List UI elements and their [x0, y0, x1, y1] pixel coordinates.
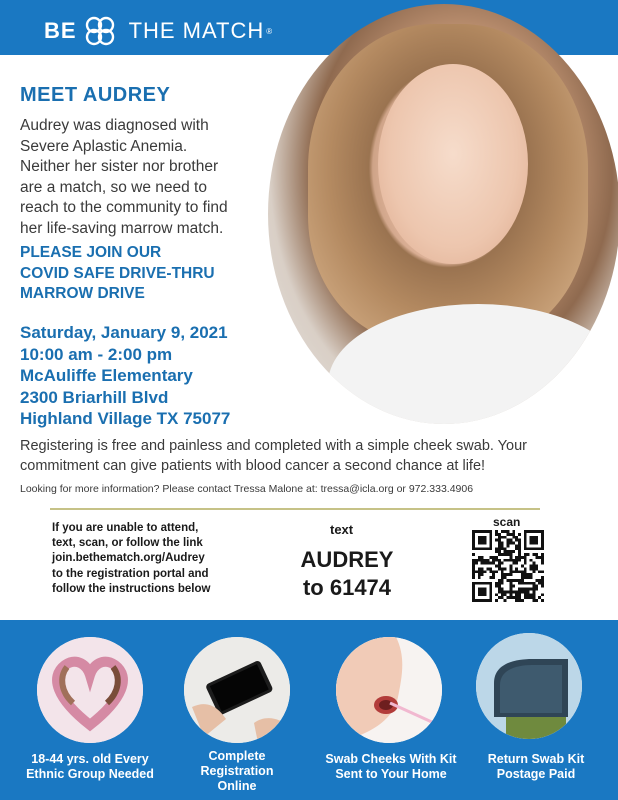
event-details	[20, 322, 230, 430]
mailbox-icon	[476, 633, 582, 739]
event-city: Highland Village TX 75077	[20, 409, 231, 428]
contact-info: Looking for more information? Please contact Tressa Malone at: tressa@icla.org or 972.333.4906	[20, 483, 474, 495]
step-caption-eligibility: 18-44 yrs. old Every Ethnic Group Needed	[26, 752, 154, 781]
unable-to-attend-text: If you are unable to attend, text, scan, or follow the link join.bethematch.org/Audrey to the registration portal and follow the instructions below	[52, 521, 252, 597]
step-phone-image	[184, 637, 290, 743]
logo-the-match: THE MATCH	[128, 18, 265, 43]
step-diverse-hands-image	[37, 637, 143, 743]
event-street: 2300 Briarhill Blvd	[20, 387, 169, 407]
divider	[50, 508, 540, 510]
logo-emblem-icon	[83, 14, 117, 48]
logo-be: BE	[44, 18, 77, 43]
cheek-swab-icon	[336, 637, 442, 743]
phone-icon	[184, 637, 290, 743]
intro-text: Audrey was diagnosed with Severe Aplastic Anemia. Neither her sister nor brother are a match, so we need to reach to the community to find her life-saving marrow match.	[20, 117, 228, 237]
registering-text: Registering is free and painless and completed with a simple cheek swab. Your commitment can give patients with blood cancer a second chance at life!	[20, 438, 527, 474]
heart-hands-icon	[37, 637, 143, 743]
event-time: 10:00 am - 2:00 pm	[20, 344, 173, 364]
registration-link[interactable]: join.bethematch.org/Audrey	[52, 552, 205, 565]
event-date: Saturday, January 9, 2021	[20, 323, 228, 342]
step-caption-register: Complete Registration Online	[200, 749, 274, 793]
join-drive-heading: PLEASE JOIN OUR COVID SAFE DRIVE-THRU MARROW DRIVE	[20, 244, 215, 302]
patient-photo	[268, 4, 618, 424]
event-venue: McAuliffe Elementary	[20, 366, 193, 385]
qr-code-icon[interactable]	[472, 530, 544, 602]
logo-registered-mark: ®	[266, 26, 274, 36]
be-the-match-logo	[44, 14, 273, 48]
page-title: MEET AUDREY	[20, 84, 171, 106]
text-code: AUDREY to 61474	[300, 547, 394, 600]
scan-label: scan	[493, 515, 521, 529]
step-mailbox-image	[476, 633, 582, 739]
step-caption-swab: Swab Cheeks With Kit Sent to Your Home	[325, 752, 457, 781]
step-cheek-swab-image	[336, 637, 442, 743]
text-label: text	[330, 522, 354, 537]
step-caption-return: Return Swab Kit Postage Paid	[487, 752, 585, 781]
